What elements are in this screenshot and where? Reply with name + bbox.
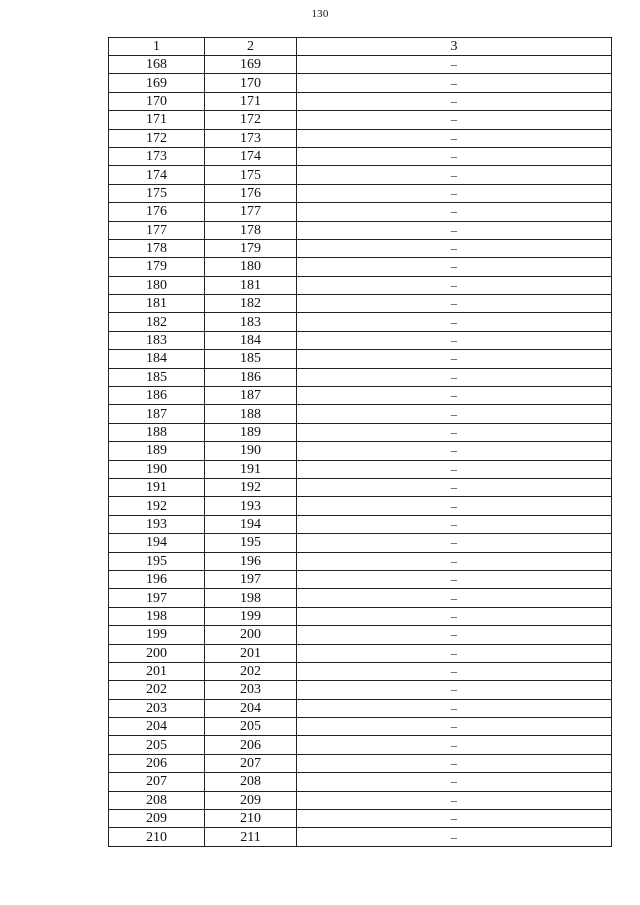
table-cell-col-1: 168 — [109, 56, 205, 74]
table-cell-col-1: 198 — [109, 607, 205, 625]
table-row — [109, 828, 612, 846]
table-cell-col-1: 203 — [109, 699, 205, 717]
table-cell-col-2: 202 — [205, 662, 297, 680]
table-cell-col-1: 179 — [109, 258, 205, 276]
table-row — [109, 589, 612, 607]
table-cell-col-3: – — [297, 74, 612, 92]
table-cell-col-2: 183 — [205, 313, 297, 331]
table-cell-col-1: 210 — [109, 828, 205, 846]
table-row — [109, 552, 612, 570]
table-row — [109, 147, 612, 165]
table-cell-col-2: 207 — [205, 754, 297, 772]
table-cell-col-2: 209 — [205, 791, 297, 809]
table-cell-col-3: – — [297, 589, 612, 607]
table-row — [109, 681, 612, 699]
table-cell-col-1: 176 — [109, 203, 205, 221]
table-cell-col-1: 177 — [109, 221, 205, 239]
table-cell-col-3: – — [297, 773, 612, 791]
table-cell-col-3: – — [297, 129, 612, 147]
table-cell-col-1: 175 — [109, 184, 205, 202]
table-cell-col-1: 183 — [109, 331, 205, 349]
table-cell-col-2: 186 — [205, 368, 297, 386]
table-cell-col-1: 172 — [109, 129, 205, 147]
table-row — [109, 92, 612, 110]
table-cell-col-2: 199 — [205, 607, 297, 625]
table-cell-col-2: 174 — [205, 147, 297, 165]
table-cell-col-3: – — [297, 350, 612, 368]
table-row — [109, 515, 612, 533]
table-body — [109, 56, 612, 847]
table-cell-col-3: – — [297, 681, 612, 699]
table-row — [109, 478, 612, 496]
table-cell-col-3: – — [297, 423, 612, 441]
table-cell-col-3: – — [297, 810, 612, 828]
table-cell-col-2: 170 — [205, 74, 297, 92]
table-row — [109, 184, 612, 202]
table-cell-col-2: 171 — [205, 92, 297, 110]
table-cell-col-1: 180 — [109, 276, 205, 294]
table-cell-col-3: – — [297, 276, 612, 294]
table-row — [109, 111, 612, 129]
table-cell-col-3: – — [297, 295, 612, 313]
table-cell-col-2: 176 — [205, 184, 297, 202]
table-cell-col-1: 208 — [109, 791, 205, 809]
table-cell-col-1: 182 — [109, 313, 205, 331]
table-cell-col-3: – — [297, 497, 612, 515]
table-cell-col-1: 184 — [109, 350, 205, 368]
table-cell-col-1: 170 — [109, 92, 205, 110]
table-cell-col-3: – — [297, 607, 612, 625]
table-cell-col-1: 174 — [109, 166, 205, 184]
table-cell-col-2: 177 — [205, 203, 297, 221]
table-row — [109, 570, 612, 588]
table-cell-col-2: 203 — [205, 681, 297, 699]
column-header-2: 2 — [205, 38, 297, 56]
table-row — [109, 607, 612, 625]
table-row — [109, 791, 612, 809]
table-cell-col-2: 205 — [205, 718, 297, 736]
table-cell-col-2: 210 — [205, 810, 297, 828]
table-cell-col-2: 206 — [205, 736, 297, 754]
table-row — [109, 736, 612, 754]
table-cell-col-1: 190 — [109, 460, 205, 478]
table-cell-col-1: 191 — [109, 478, 205, 496]
table-cell-col-1: 205 — [109, 736, 205, 754]
table-cell-col-3: – — [297, 166, 612, 184]
table-cell-col-2: 173 — [205, 129, 297, 147]
table-row — [109, 258, 612, 276]
table-cell-col-3: – — [297, 736, 612, 754]
table-row — [109, 497, 612, 515]
table-row — [109, 534, 612, 552]
table-row — [109, 662, 612, 680]
table-row — [109, 773, 612, 791]
table-row — [109, 644, 612, 662]
table-cell-col-1: 196 — [109, 570, 205, 588]
table-cell-col-2: 195 — [205, 534, 297, 552]
table-cell-col-1: 204 — [109, 718, 205, 736]
table-row — [109, 810, 612, 828]
table-cell-col-2: 180 — [205, 258, 297, 276]
table-row — [109, 129, 612, 147]
table-cell-col-3: – — [297, 56, 612, 74]
table-cell-col-2: 179 — [205, 239, 297, 257]
table-cell-col-2: 172 — [205, 111, 297, 129]
table-row — [109, 276, 612, 294]
table-cell-col-3: – — [297, 221, 612, 239]
table-cell-col-1: 185 — [109, 368, 205, 386]
table-cell-col-3: – — [297, 331, 612, 349]
table-row — [109, 368, 612, 386]
table-row — [109, 203, 612, 221]
table-cell-col-3: – — [297, 534, 612, 552]
data-table — [108, 37, 612, 847]
table-row — [109, 239, 612, 257]
table-cell-col-1: 181 — [109, 295, 205, 313]
table-row — [109, 166, 612, 184]
table-cell-col-2: 200 — [205, 626, 297, 644]
table-cell-col-2: 196 — [205, 552, 297, 570]
table-cell-col-3: – — [297, 368, 612, 386]
table-cell-col-2: 181 — [205, 276, 297, 294]
table-cell-col-2: 191 — [205, 460, 297, 478]
table-cell-col-2: 201 — [205, 644, 297, 662]
table-cell-col-1: 206 — [109, 754, 205, 772]
table-cell-col-3: – — [297, 754, 612, 772]
table-cell-col-2: 185 — [205, 350, 297, 368]
table-cell-col-1: 199 — [109, 626, 205, 644]
table-cell-col-3: – — [297, 570, 612, 588]
table-cell-col-3: – — [297, 552, 612, 570]
table-cell-col-3: – — [297, 626, 612, 644]
table-cell-col-3: – — [297, 460, 612, 478]
table-cell-col-2: 208 — [205, 773, 297, 791]
table-cell-col-3: – — [297, 662, 612, 680]
table-cell-col-1: 207 — [109, 773, 205, 791]
table-cell-col-1: 201 — [109, 662, 205, 680]
table-row — [109, 626, 612, 644]
table-cell-col-3: – — [297, 718, 612, 736]
table-cell-col-2: 175 — [205, 166, 297, 184]
column-header-1: 1 — [109, 38, 205, 56]
table-row — [109, 221, 612, 239]
table-row — [109, 350, 612, 368]
table-row — [109, 331, 612, 349]
table-cell-col-1: 186 — [109, 387, 205, 405]
table-cell-col-3: – — [297, 699, 612, 717]
table-cell-col-1: 192 — [109, 497, 205, 515]
table-cell-col-3: – — [297, 515, 612, 533]
table-cell-col-1: 193 — [109, 515, 205, 533]
table-cell-col-2: 189 — [205, 423, 297, 441]
table-cell-col-3: – — [297, 478, 612, 496]
table-cell-col-2: 204 — [205, 699, 297, 717]
table-cell-col-2: 190 — [205, 442, 297, 460]
table-cell-col-2: 184 — [205, 331, 297, 349]
column-header-3: 3 — [297, 38, 612, 56]
page-number: 130 — [311, 8, 329, 20]
table-cell-col-3: – — [297, 828, 612, 846]
table-cell-col-1: 173 — [109, 147, 205, 165]
table-cell-col-3: – — [297, 387, 612, 405]
table-cell-col-2: 193 — [205, 497, 297, 515]
table-header — [109, 38, 612, 56]
table-row — [109, 313, 612, 331]
table-cell-col-1: 202 — [109, 681, 205, 699]
table-cell-col-2: 178 — [205, 221, 297, 239]
table-cell-col-1: 178 — [109, 239, 205, 257]
table-row — [109, 56, 612, 74]
table-cell-col-1: 200 — [109, 644, 205, 662]
table-cell-col-2: 211 — [205, 828, 297, 846]
table-row — [109, 423, 612, 441]
table-row — [109, 754, 612, 772]
table-row — [109, 718, 612, 736]
data-table-container — [108, 37, 611, 847]
table-row — [109, 442, 612, 460]
table-cell-col-1: 189 — [109, 442, 205, 460]
table-cell-col-1: 197 — [109, 589, 205, 607]
table-cell-col-1: 195 — [109, 552, 205, 570]
table-row — [109, 387, 612, 405]
table-row — [109, 74, 612, 92]
table-cell-col-2: 187 — [205, 387, 297, 405]
table-cell-col-2: 192 — [205, 478, 297, 496]
table-cell-col-1: 171 — [109, 111, 205, 129]
table-cell-col-3: – — [297, 442, 612, 460]
table-cell-col-3: – — [297, 239, 612, 257]
table-cell-col-3: – — [297, 258, 612, 276]
table-cell-col-3: – — [297, 147, 612, 165]
table-cell-col-2: 188 — [205, 405, 297, 423]
table-cell-col-1: 188 — [109, 423, 205, 441]
table-cell-col-1: 169 — [109, 74, 205, 92]
table-cell-col-3: – — [297, 203, 612, 221]
table-cell-col-3: – — [297, 111, 612, 129]
header-row — [109, 38, 612, 56]
table-cell-col-2: 197 — [205, 570, 297, 588]
table-row — [109, 295, 612, 313]
table-cell-col-1: 209 — [109, 810, 205, 828]
table-row — [109, 460, 612, 478]
table-row — [109, 699, 612, 717]
table-cell-col-3: – — [297, 313, 612, 331]
table-cell-col-1: 194 — [109, 534, 205, 552]
table-cell-col-2: 198 — [205, 589, 297, 607]
table-cell-col-3: – — [297, 791, 612, 809]
table-cell-col-1: 187 — [109, 405, 205, 423]
table-row — [109, 405, 612, 423]
table-cell-col-3: – — [297, 405, 612, 423]
table-cell-col-3: – — [297, 92, 612, 110]
table-cell-col-2: 194 — [205, 515, 297, 533]
table-cell-col-3: – — [297, 644, 612, 662]
table-cell-col-2: 182 — [205, 295, 297, 313]
table-cell-col-2: 169 — [205, 56, 297, 74]
table-cell-col-3: – — [297, 184, 612, 202]
